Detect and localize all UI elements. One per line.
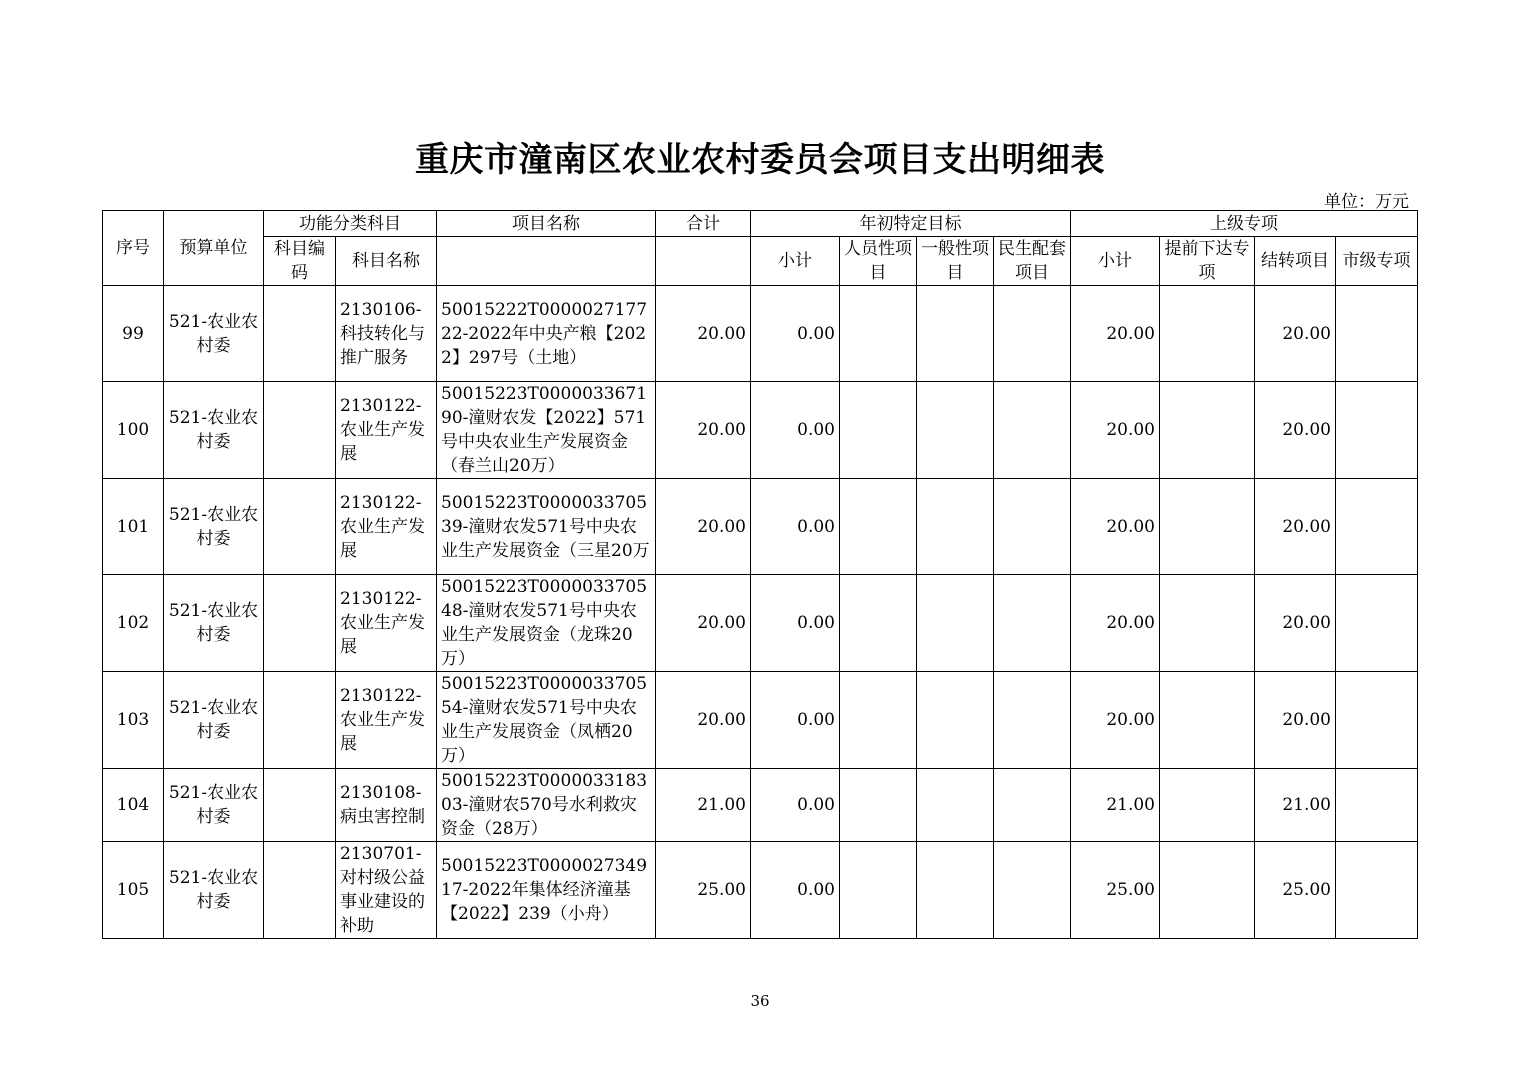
cell-project: 50015223T000003367190-潼财农发【2022】571号中央农业生产发展资金（春兰山20万） xyxy=(437,382,656,479)
cell-superior-city xyxy=(1336,382,1418,479)
header-superior-advance: 提前下达专项 xyxy=(1160,237,1255,286)
cell-superior-city xyxy=(1336,842,1418,939)
cell-subject: 2130122-农业生产发展 xyxy=(336,479,437,575)
cell-annual-subtotal: 0.00 xyxy=(751,672,840,769)
cell-annual-personnel xyxy=(840,842,917,939)
cell-annual-general xyxy=(917,286,994,382)
cell-code xyxy=(264,479,336,575)
cell-project: 50015222T000002717722-2022年中央产粮【2022】297号（土地） xyxy=(437,286,656,382)
cell-annual-subtotal: 0.00 xyxy=(751,479,840,575)
cell-project: 50015223T000003318303-潼财农570号水利救灾资金（28万） xyxy=(437,769,656,842)
cell-superior-carryover: 20.00 xyxy=(1255,382,1336,479)
table-row xyxy=(103,672,1418,769)
cell-superior-advance xyxy=(1160,479,1255,575)
cell-subject: 2130701-对村级公益事业建设的补助 xyxy=(336,842,437,939)
table-row xyxy=(103,842,1418,939)
cell-project: 50015223T000003370539-潼财农发571号中央农业生产发展资金（三星20万 xyxy=(437,479,656,575)
cell-subject: 2130122-农业生产发展 xyxy=(336,382,437,479)
cell-annual-personnel xyxy=(840,286,917,382)
cell-total: 20.00 xyxy=(656,382,751,479)
cell-annual-general xyxy=(917,842,994,939)
cell-superior-advance xyxy=(1160,575,1255,672)
header-subject-code: 科目编码 xyxy=(264,237,336,286)
table-row xyxy=(103,382,1418,479)
cell-total: 20.00 xyxy=(656,286,751,382)
cell-annual-personnel xyxy=(840,769,917,842)
table-row xyxy=(103,769,1418,842)
cell-annual-subtotal: 0.00 xyxy=(751,382,840,479)
table-row xyxy=(103,479,1418,575)
cell-annual-subtotal: 0.00 xyxy=(751,575,840,672)
cell-annual-general xyxy=(917,575,994,672)
header-annual-general: 一般性项目 xyxy=(917,237,994,286)
cell-annual-livelihood xyxy=(994,575,1071,672)
header-annual-group: 年初特定目标 xyxy=(751,211,1071,237)
cell-code xyxy=(264,672,336,769)
cell-total: 20.00 xyxy=(656,575,751,672)
cell-annual-livelihood xyxy=(994,479,1071,575)
cell-annual-general xyxy=(917,479,994,575)
cell-seq: 101 xyxy=(103,479,164,575)
cell-annual-subtotal: 0.00 xyxy=(751,842,840,939)
cell-superior-subtotal: 20.00 xyxy=(1071,382,1160,479)
header-project-name: 项目名称 xyxy=(437,211,656,237)
cell-seq: 100 xyxy=(103,382,164,479)
table-body xyxy=(103,286,1418,939)
cell-dept: 521-农业农村委 xyxy=(164,286,264,382)
cell-project: 50015223T000002734917-2022年集体经济潼基【2022】239（小舟） xyxy=(437,842,656,939)
table-header xyxy=(103,211,1418,286)
header-superior-city: 市级专项 xyxy=(1336,237,1418,286)
header-annual-personnel: 人员性项目 xyxy=(840,237,917,286)
cell-superior-city xyxy=(1336,575,1418,672)
cell-seq: 104 xyxy=(103,769,164,842)
cell-total: 21.00 xyxy=(656,769,751,842)
cell-superior-subtotal: 20.00 xyxy=(1071,672,1160,769)
cell-annual-personnel xyxy=(840,575,917,672)
cell-superior-subtotal: 21.00 xyxy=(1071,769,1160,842)
cell-superior-subtotal: 20.00 xyxy=(1071,286,1160,382)
cell-superior-advance xyxy=(1160,842,1255,939)
header-superior-group: 上级专项 xyxy=(1071,211,1418,237)
cell-superior-city xyxy=(1336,286,1418,382)
table-row xyxy=(103,575,1418,672)
cell-superior-subtotal: 20.00 xyxy=(1071,479,1160,575)
cell-subject: 2130122-农业生产发展 xyxy=(336,575,437,672)
cell-code xyxy=(264,575,336,672)
cell-total: 20.00 xyxy=(656,672,751,769)
cell-annual-livelihood xyxy=(994,769,1071,842)
cell-annual-subtotal: 0.00 xyxy=(751,286,840,382)
cell-superior-carryover: 25.00 xyxy=(1255,842,1336,939)
header-project-name-blank xyxy=(437,237,656,286)
header-total: 合计 xyxy=(656,211,751,237)
header-annual-subtotal: 小计 xyxy=(751,237,840,286)
table-row xyxy=(103,286,1418,382)
cell-superior-city xyxy=(1336,479,1418,575)
cell-total: 20.00 xyxy=(656,479,751,575)
cell-superior-carryover: 20.00 xyxy=(1255,672,1336,769)
cell-dept: 521-农业农村委 xyxy=(164,672,264,769)
header-superior-carryover: 结转项目 xyxy=(1255,237,1336,286)
cell-annual-livelihood xyxy=(994,672,1071,769)
cell-project: 50015223T000003370554-潼财农发571号中央农业生产发展资金（凤栖20万） xyxy=(437,672,656,769)
cell-superior-advance xyxy=(1160,672,1255,769)
cell-seq: 103 xyxy=(103,672,164,769)
cell-annual-livelihood xyxy=(994,382,1071,479)
cell-annual-subtotal: 0.00 xyxy=(751,769,840,842)
cell-superior-carryover: 21.00 xyxy=(1255,769,1336,842)
cell-superior-city xyxy=(1336,769,1418,842)
cell-project: 50015223T000003370548-潼财农发571号中央农业生产发展资金（龙珠20万） xyxy=(437,575,656,672)
header-total-blank xyxy=(656,237,751,286)
cell-code xyxy=(264,769,336,842)
cell-code xyxy=(264,842,336,939)
cell-superior-carryover: 20.00 xyxy=(1255,575,1336,672)
cell-annual-general xyxy=(917,382,994,479)
header-superior-subtotal: 小计 xyxy=(1071,237,1160,286)
unit-label: 单位：万元 xyxy=(1324,192,1409,212)
cell-annual-livelihood xyxy=(994,842,1071,939)
cell-superior-city xyxy=(1336,672,1418,769)
cell-seq: 105 xyxy=(103,842,164,939)
cell-dept: 521-农业农村委 xyxy=(164,382,264,479)
cell-dept: 521-农业农村委 xyxy=(164,842,264,939)
cell-annual-general xyxy=(917,769,994,842)
cell-seq: 102 xyxy=(103,575,164,672)
cell-superior-advance xyxy=(1160,286,1255,382)
cell-dept: 521-农业农村委 xyxy=(164,575,264,672)
header-func-group: 功能分类科目 xyxy=(264,211,437,237)
cell-superior-advance xyxy=(1160,382,1255,479)
cell-code xyxy=(264,286,336,382)
cell-dept: 521-农业农村委 xyxy=(164,479,264,575)
cell-superior-carryover: 20.00 xyxy=(1255,479,1336,575)
expenditure-table xyxy=(102,210,1418,939)
cell-annual-general xyxy=(917,672,994,769)
cell-annual-personnel xyxy=(840,672,917,769)
cell-subject: 2130122-农业生产发展 xyxy=(336,672,437,769)
header-seq: 序号 xyxy=(103,211,164,286)
page-number: 36 xyxy=(750,992,770,1010)
cell-dept: 521-农业农村委 xyxy=(164,769,264,842)
cell-superior-subtotal: 20.00 xyxy=(1071,575,1160,672)
header-dept: 预算单位 xyxy=(164,211,264,286)
cell-subject: 2130108-病虫害控制 xyxy=(336,769,437,842)
cell-superior-carryover: 20.00 xyxy=(1255,286,1336,382)
cell-superior-subtotal: 25.00 xyxy=(1071,842,1160,939)
cell-total: 25.00 xyxy=(656,842,751,939)
header-subject-name: 科目名称 xyxy=(336,237,437,286)
page-title: 重庆市潼南区农业农村委员会项目支出明细表 xyxy=(415,140,1105,180)
cell-annual-personnel xyxy=(840,479,917,575)
cell-seq: 99 xyxy=(103,286,164,382)
cell-code xyxy=(264,382,336,479)
cell-superior-advance xyxy=(1160,769,1255,842)
cell-subject: 2130106-科技转化与推广服务 xyxy=(336,286,437,382)
cell-annual-livelihood xyxy=(994,286,1071,382)
cell-annual-personnel xyxy=(840,382,917,479)
header-annual-livelihood: 民生配套项目 xyxy=(994,237,1071,286)
